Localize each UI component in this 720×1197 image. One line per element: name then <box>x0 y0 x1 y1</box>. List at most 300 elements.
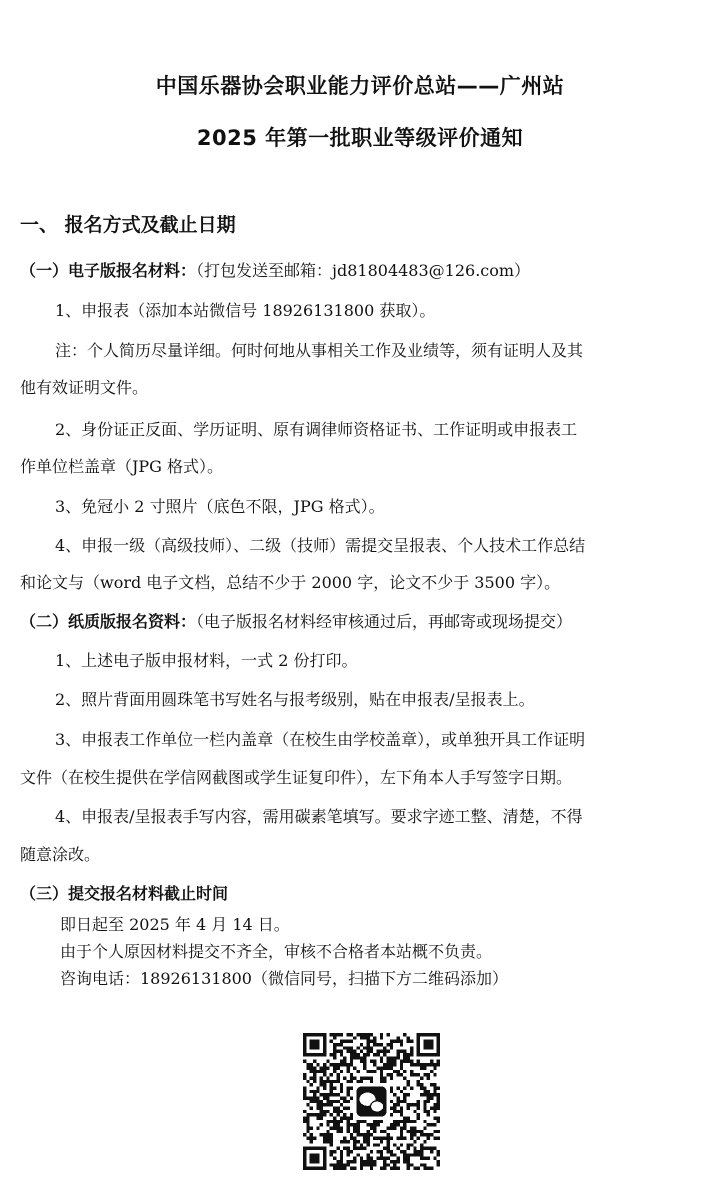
qr-module <box>403 1050 406 1053</box>
qr-module <box>340 1110 343 1113</box>
qr-module <box>420 1066 423 1069</box>
qr-module <box>356 1153 359 1156</box>
qr-module <box>313 1073 316 1076</box>
qr-module <box>423 1157 426 1160</box>
qr-module <box>336 1063 339 1066</box>
qr-module <box>407 1130 410 1133</box>
part-2-label: （二）纸质版报名资料： <box>20 612 197 631</box>
qr-module <box>387 1066 390 1069</box>
qr-module <box>323 1096 326 1099</box>
qr-module <box>383 1130 386 1133</box>
qr-module <box>350 1096 353 1099</box>
qr-module <box>310 1100 313 1103</box>
qr-module <box>346 1163 349 1166</box>
qr-module <box>397 1103 400 1106</box>
qr-module <box>306 1063 309 1066</box>
qr-module <box>423 1100 426 1103</box>
qr-module <box>313 1093 316 1096</box>
qr-module <box>390 1100 393 1103</box>
qr-module <box>366 1123 369 1126</box>
qr-module <box>310 1063 313 1066</box>
qr-module <box>377 1043 380 1046</box>
qr-module <box>316 1100 319 1103</box>
qr-module <box>403 1123 406 1126</box>
qr-module <box>380 1033 383 1036</box>
qr-module <box>437 1160 440 1163</box>
qr-module <box>340 1167 343 1170</box>
qr-module <box>340 1157 343 1160</box>
qr-module <box>393 1103 396 1106</box>
qr-module <box>400 1100 403 1103</box>
qr-module <box>407 1103 410 1106</box>
part-1-item-5-line-1: 4、申报一级（高级技师）、二级（技师）需提交呈报表、个人技术工作总结 <box>55 536 586 555</box>
part-1-item-1: 1、申报表（添加本站微信号 18926131800 获取）。 <box>55 301 436 320</box>
qr-module <box>407 1117 410 1120</box>
qr-module <box>423 1073 426 1076</box>
qr-module <box>360 1133 363 1136</box>
qr-module <box>336 1066 339 1069</box>
qr-module <box>390 1127 393 1130</box>
qr-module <box>333 1110 336 1113</box>
qr-module <box>407 1160 410 1163</box>
qr-module <box>343 1056 346 1059</box>
qr-module <box>427 1147 430 1150</box>
qr-module <box>346 1086 349 1089</box>
qr-module <box>350 1033 353 1036</box>
qr-module <box>373 1160 376 1163</box>
qr-module <box>400 1130 403 1133</box>
qr-module <box>336 1123 339 1126</box>
qr-module <box>430 1063 433 1066</box>
qr-module <box>360 1076 363 1079</box>
qr-module <box>410 1163 413 1166</box>
qr-module <box>363 1060 366 1063</box>
qr-module <box>390 1046 393 1049</box>
qr-module <box>397 1096 400 1099</box>
qr-module <box>373 1040 376 1043</box>
qr-module <box>336 1093 339 1096</box>
qr-module <box>387 1137 390 1140</box>
part-1-item-4: 3、免冠小 2 寸照片（底色不限，JPG 格式）。 <box>55 497 385 516</box>
qr-module <box>366 1140 369 1143</box>
qr-module <box>417 1100 420 1103</box>
qr-module <box>363 1137 366 1140</box>
qr-module <box>393 1123 396 1126</box>
qr-module <box>393 1167 396 1170</box>
qr-module <box>320 1123 323 1126</box>
qr-module <box>383 1160 386 1163</box>
qr-module <box>326 1093 329 1096</box>
qr-module <box>387 1143 390 1146</box>
qr-module <box>373 1053 376 1056</box>
qr-module <box>433 1093 436 1096</box>
part-1-item-3-line-2: 作单位栏盖章（JPG 格式）。 <box>20 457 224 476</box>
qr-module <box>303 1073 306 1076</box>
qr-module <box>333 1127 336 1130</box>
qr-module <box>323 1070 326 1073</box>
qr-module <box>310 1140 313 1143</box>
qr-module <box>390 1086 393 1089</box>
part-3-line-2: 由于个人原因材料提交不齐全，审核不合格者本站概不负责。 <box>60 942 493 961</box>
qr-module <box>430 1096 433 1099</box>
qr-module <box>366 1130 369 1133</box>
qr-module <box>377 1123 380 1126</box>
qr-module <box>366 1160 369 1163</box>
qr-module <box>343 1137 346 1140</box>
qr-finder <box>310 1153 320 1163</box>
qr-module <box>333 1107 336 1110</box>
qr-module <box>316 1113 319 1116</box>
qr-module <box>320 1083 323 1086</box>
qr-module <box>356 1070 359 1073</box>
qr-module <box>403 1096 406 1099</box>
qr-module <box>350 1076 353 1079</box>
qr-module <box>420 1086 423 1089</box>
qr-module <box>330 1100 333 1103</box>
qr-module <box>363 1147 366 1150</box>
qr-module <box>340 1083 343 1086</box>
part-2-item-2: 2、照片背面用圆珠笔书写姓名与报考级别，贴在申报表/呈报表上。 <box>55 690 535 709</box>
part-1-note: （打包发送至邮箱：jd81804483@126.com） <box>196 261 531 280</box>
qr-module <box>387 1147 390 1150</box>
qr-module <box>417 1167 420 1170</box>
qr-module <box>373 1143 376 1146</box>
qr-module <box>333 1080 336 1083</box>
qr-module <box>413 1147 416 1150</box>
qr-module <box>437 1100 440 1103</box>
qr-module <box>346 1040 349 1043</box>
qr-module <box>437 1063 440 1066</box>
qr-module <box>427 1113 430 1116</box>
qr-module <box>380 1130 383 1133</box>
qr-module <box>333 1066 336 1069</box>
qr-module <box>343 1040 346 1043</box>
part-2-item-4-line-2: 随意涂改。 <box>20 845 101 864</box>
qr-module <box>336 1033 339 1036</box>
qr-module <box>320 1100 323 1103</box>
qr-module <box>323 1140 326 1143</box>
qr-module <box>313 1137 316 1140</box>
qr-module <box>346 1120 349 1123</box>
qr-module <box>383 1076 386 1079</box>
qr-module <box>360 1163 363 1166</box>
qr-module <box>310 1066 313 1069</box>
qr-module <box>366 1053 369 1056</box>
qr-module <box>403 1117 406 1120</box>
qr-module <box>427 1123 430 1126</box>
qr-module <box>397 1167 400 1170</box>
qr-module <box>320 1093 323 1096</box>
qr-module <box>387 1033 390 1036</box>
qr-module <box>350 1080 353 1083</box>
qr-module <box>427 1073 430 1076</box>
qr-module <box>407 1053 410 1056</box>
qr-module <box>370 1150 373 1153</box>
qr-module <box>366 1033 369 1036</box>
qr-module <box>340 1053 343 1056</box>
qr-module <box>417 1060 420 1063</box>
qr-module <box>387 1050 390 1053</box>
qr-module <box>397 1053 400 1056</box>
qr-module <box>397 1157 400 1160</box>
contact-phone-line: 咨询电话：18926131800（微信同号，扫描下方二维码添加） <box>60 969 508 988</box>
qr-module <box>306 1137 309 1140</box>
qr-module <box>380 1066 383 1069</box>
qr-module <box>303 1096 306 1099</box>
qr-module <box>333 1163 336 1166</box>
qr-module <box>380 1140 383 1143</box>
part-1-item-5-line-2: 和论文与（word 电子文档，总结不少于 2000 字，论文不少于 3500 字）。 <box>20 573 561 592</box>
qr-module <box>356 1033 359 1036</box>
part-1-item-3-line-1: 2、身份证正反面、学历证明、原有调律师资格证书、工作证明或申报表工 <box>55 420 578 439</box>
qr-module <box>410 1153 413 1156</box>
qr-module <box>333 1050 336 1053</box>
qr-module <box>370 1167 373 1170</box>
qr-module <box>390 1060 393 1063</box>
qr-module <box>400 1063 403 1066</box>
qr-module <box>350 1167 353 1170</box>
qr-module <box>390 1073 393 1076</box>
qr-module <box>387 1127 390 1130</box>
qr-module <box>383 1066 386 1069</box>
qr-module <box>403 1157 406 1160</box>
qr-module <box>373 1063 376 1066</box>
qr-module <box>366 1143 369 1146</box>
qr-module <box>430 1107 433 1110</box>
part-1-item-2-line-1: 注：个人简历尽量详细。何时何地从事相关工作及业绩等，须有证明人及其 <box>55 341 584 360</box>
qr-module <box>336 1080 339 1083</box>
qr-module <box>330 1086 333 1089</box>
qr-module <box>417 1113 420 1116</box>
qr-module <box>340 1063 343 1066</box>
qr-module <box>343 1096 346 1099</box>
qr-module <box>427 1133 430 1136</box>
qr-module <box>390 1137 393 1140</box>
qr-module <box>380 1120 383 1123</box>
qr-module <box>336 1050 339 1053</box>
qr-module <box>383 1053 386 1056</box>
qr-module <box>390 1090 393 1093</box>
qr-module <box>420 1133 423 1136</box>
qr-module <box>340 1103 343 1106</box>
qr-module <box>423 1090 426 1093</box>
qr-module <box>336 1113 339 1116</box>
qr-module <box>410 1060 413 1063</box>
qr-module <box>400 1066 403 1069</box>
qr-module <box>330 1113 333 1116</box>
qr-module <box>373 1123 376 1126</box>
qr-module <box>366 1137 369 1140</box>
qr-module <box>427 1110 430 1113</box>
qr-module <box>397 1120 400 1123</box>
qr-module <box>400 1090 403 1093</box>
qr-module <box>326 1123 329 1126</box>
qr-module <box>403 1120 406 1123</box>
qr-module <box>403 1086 406 1089</box>
qr-module <box>350 1086 353 1089</box>
qr-module <box>427 1090 430 1093</box>
qr-module <box>393 1070 396 1073</box>
qr-module <box>423 1086 426 1089</box>
qr-module <box>346 1147 349 1150</box>
qr-module <box>433 1063 436 1066</box>
part-2-item-3-line-1: 3、申报表工作单位一栏内盖章（在校生由学校盖章），或单独开具工作证明 <box>55 730 586 749</box>
qr-module <box>316 1103 319 1106</box>
qr-module <box>413 1127 416 1130</box>
qr-module <box>326 1130 329 1133</box>
qr-module <box>397 1036 400 1039</box>
qr-module <box>350 1060 353 1063</box>
qr-module <box>373 1070 376 1073</box>
qr-module <box>433 1083 436 1086</box>
qr-module <box>333 1093 336 1096</box>
qr-module <box>343 1140 346 1143</box>
qr-module <box>350 1053 353 1056</box>
qr-module <box>427 1157 430 1160</box>
qr-module <box>363 1140 366 1143</box>
qr-module <box>336 1100 339 1103</box>
part-3-label: （三）提交报名材料截止时间 <box>20 884 229 903</box>
qr-module <box>437 1137 440 1140</box>
qr-module <box>437 1096 440 1099</box>
qr-module <box>393 1093 396 1096</box>
qr-module <box>326 1140 329 1143</box>
qr-module <box>330 1143 333 1146</box>
qr-module <box>370 1160 373 1163</box>
qr-module <box>356 1130 359 1133</box>
qr-module <box>423 1093 426 1096</box>
qr-module <box>427 1167 430 1170</box>
qr-module <box>366 1036 369 1039</box>
qr-module <box>387 1060 390 1063</box>
part-1-header <box>20 260 530 282</box>
qr-module <box>410 1073 413 1076</box>
qr-module <box>393 1056 396 1059</box>
qr-module <box>403 1053 406 1056</box>
qr-module <box>417 1073 420 1076</box>
qr-module <box>333 1120 336 1123</box>
qr-module <box>353 1056 356 1059</box>
qr-module <box>303 1090 306 1093</box>
qr-module <box>366 1043 369 1046</box>
qr-module <box>350 1150 353 1153</box>
qr-module <box>360 1157 363 1160</box>
qr-module <box>360 1056 363 1059</box>
qr-module <box>373 1163 376 1166</box>
part-1-item-2-line-2: 他有效证明文件。 <box>20 378 149 397</box>
qr-module <box>400 1120 403 1123</box>
qr-module <box>423 1127 426 1130</box>
qr-module <box>413 1167 416 1170</box>
qr-module <box>310 1133 313 1136</box>
qr-module <box>340 1140 343 1143</box>
qr-module <box>350 1073 353 1076</box>
qr-module <box>397 1056 400 1059</box>
qr-module <box>363 1053 366 1056</box>
qr-module <box>323 1073 326 1076</box>
qr-module <box>353 1147 356 1150</box>
qr-module <box>413 1133 416 1136</box>
qr-module <box>370 1076 373 1079</box>
qr-module <box>383 1163 386 1166</box>
qr-module <box>306 1127 309 1130</box>
qr-module <box>366 1133 369 1136</box>
qr-module <box>370 1033 373 1036</box>
qr-module <box>380 1036 383 1039</box>
qr-module <box>333 1053 336 1056</box>
qr-module <box>336 1107 339 1110</box>
qr-module <box>397 1147 400 1150</box>
qr-module <box>390 1043 393 1046</box>
qr-module <box>400 1143 403 1146</box>
qr-module <box>437 1117 440 1120</box>
qr-module <box>423 1133 426 1136</box>
qr-module <box>320 1107 323 1110</box>
qr-module <box>346 1160 349 1163</box>
qr-module <box>390 1056 393 1059</box>
qr-module <box>366 1076 369 1079</box>
qr-module <box>370 1040 373 1043</box>
qr-module <box>333 1033 336 1036</box>
qr-module <box>380 1076 383 1079</box>
qr-module <box>407 1040 410 1043</box>
qr-module <box>377 1120 380 1123</box>
qr-module <box>397 1040 400 1043</box>
qr-module <box>410 1143 413 1146</box>
qr-module <box>316 1063 319 1066</box>
qr-module <box>353 1036 356 1039</box>
qr-module <box>413 1120 416 1123</box>
qr-module <box>393 1127 396 1130</box>
qr-module <box>316 1086 319 1089</box>
qr-module <box>330 1153 333 1156</box>
qr-module <box>397 1160 400 1163</box>
qr-module <box>407 1143 410 1146</box>
qr-module <box>320 1117 323 1120</box>
qr-module <box>423 1063 426 1066</box>
qr-module <box>356 1123 359 1126</box>
qr-finder <box>310 1040 320 1050</box>
qr-module <box>417 1150 420 1153</box>
qr-module <box>340 1040 343 1043</box>
qr-module <box>353 1137 356 1140</box>
qr-module <box>313 1080 316 1083</box>
part-2-item-3-line-2: 文件（在校生提供在学信网截图或学生证复印件），左下角本人手写签字日期。 <box>20 768 573 787</box>
qr-module <box>323 1086 326 1089</box>
qr-module <box>380 1080 383 1083</box>
qr-module <box>427 1096 430 1099</box>
qr-module <box>433 1066 436 1069</box>
qr-module <box>353 1130 356 1133</box>
qr-module <box>353 1123 356 1126</box>
qr-module <box>336 1160 339 1163</box>
qr-module <box>340 1070 343 1073</box>
qr-module <box>346 1050 349 1053</box>
qr-module <box>403 1093 406 1096</box>
qr-module <box>427 1093 430 1096</box>
qr-module <box>330 1083 333 1086</box>
qr-module <box>350 1056 353 1059</box>
qr-module <box>356 1080 359 1083</box>
qr-module <box>320 1080 323 1083</box>
qr-module <box>343 1117 346 1120</box>
wechat-bubble-small <box>370 1101 383 1112</box>
qr-module <box>377 1050 380 1053</box>
qr-module <box>410 1040 413 1043</box>
qr-module <box>333 1086 336 1089</box>
qr-module <box>366 1163 369 1166</box>
qr-module <box>346 1150 349 1153</box>
